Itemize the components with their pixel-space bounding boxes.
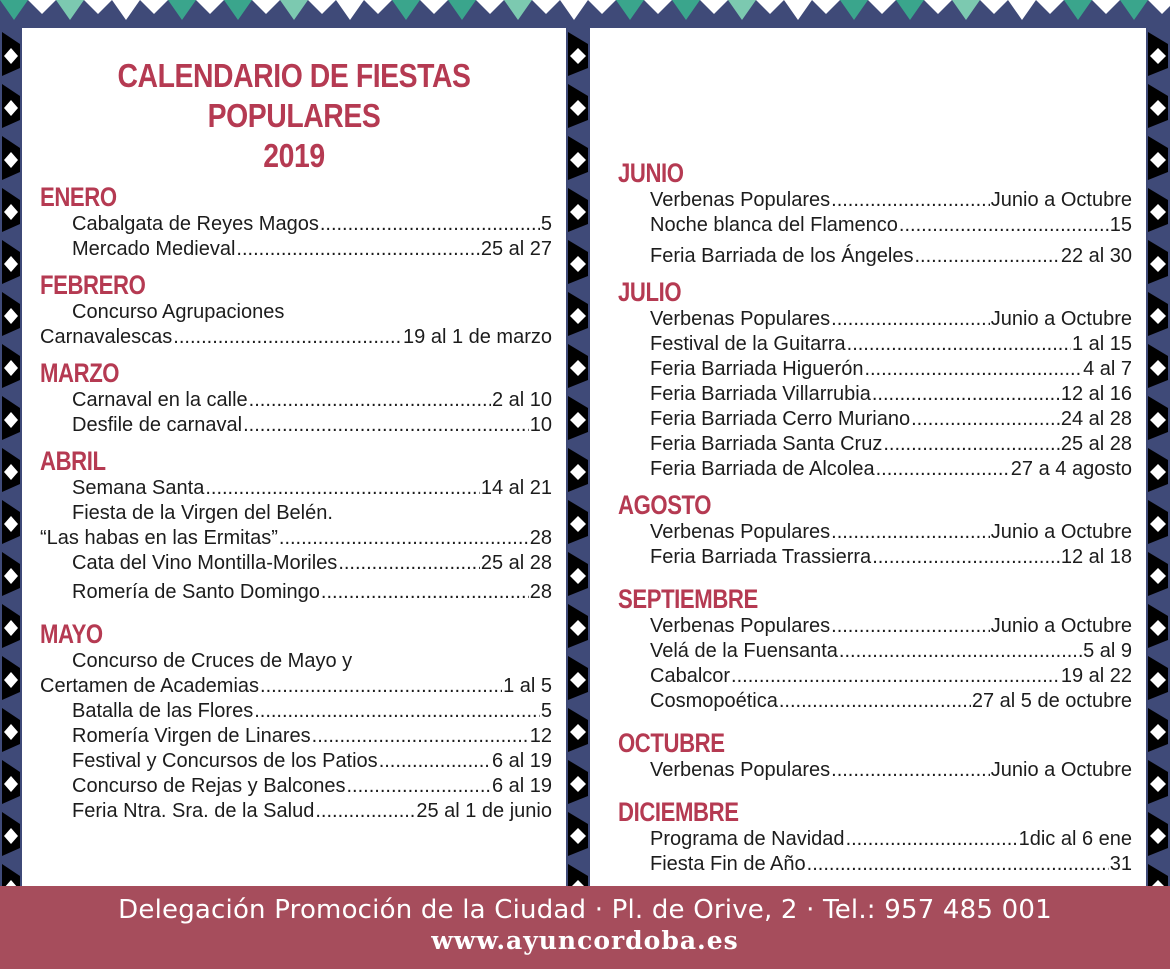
event-entry <box>40 774 552 799</box>
event-entry <box>618 520 1132 545</box>
month-heading: DICIEMBRE <box>618 797 739 827</box>
event-date: 6 al 19 <box>491 750 552 772</box>
event-name: Carnavalescas <box>40 326 173 348</box>
event-name: Feria Barriada Trassierra <box>650 546 872 568</box>
month-heading: ENERO <box>40 182 117 212</box>
event-date: 5 al 9 <box>1083 640 1132 662</box>
event-name: Concurso de Rejas y Balcones <box>72 775 346 797</box>
event-date: 25 al 1 de junio <box>416 800 552 822</box>
event-entry <box>40 388 552 413</box>
event-date: 25 al 27 <box>480 238 552 260</box>
event-name: Carnaval en la calle <box>72 389 248 411</box>
event-entry <box>40 724 552 749</box>
event-entry <box>618 407 1132 432</box>
event-entry <box>618 382 1132 407</box>
event-date: Junio a Octubre <box>990 615 1132 637</box>
event-name-line: Concurso de Cruces de Mayo y <box>72 650 353 672</box>
event-name: Feria Barriada Cerro Muriano <box>650 408 911 430</box>
event-entry <box>618 244 1132 269</box>
event-entry <box>40 580 552 605</box>
event-entry <box>618 432 1132 457</box>
event-entry <box>40 799 552 824</box>
title-line-1: CALENDARIO DE FIESTAS POPULARES <box>117 57 471 134</box>
event-date: 4 al 7 <box>1083 358 1132 380</box>
event-name: Feria Barriada de los Ángeles <box>650 245 914 267</box>
event-entry <box>618 852 1132 877</box>
event-name: Programa de Navidad <box>650 828 845 850</box>
event-name: Feria Barriada Santa Cruz <box>650 433 883 455</box>
event-entry <box>618 332 1132 357</box>
month-section-enero <box>40 182 552 262</box>
event-date: 2 al 10 <box>491 389 552 411</box>
event-name: Velá de la Fuensanta <box>650 640 838 662</box>
event-entry <box>618 213 1132 238</box>
event-date: 5 <box>540 700 552 722</box>
event-date: Junio a Octubre <box>990 759 1132 781</box>
event-entry <box>618 614 1132 639</box>
event-name: Verbenas Populares <box>650 189 831 211</box>
event-entry <box>618 545 1132 570</box>
month-heading: FEBRERO <box>40 270 146 300</box>
right-panel <box>590 28 1146 886</box>
event-name: Romería Virgen de Linares <box>72 725 311 747</box>
event-date: 25 al 28 <box>1060 433 1132 455</box>
month-heading: JUNIO <box>618 158 684 188</box>
event-entry <box>618 827 1132 852</box>
event-date: 1dic al 6 ene <box>1018 828 1132 850</box>
event-name: Verbenas Populares <box>650 308 831 330</box>
event-entry <box>618 689 1132 714</box>
document-title <box>60 56 528 176</box>
event-name: Cabalcor <box>650 665 731 687</box>
event-date: Junio a Octubre <box>990 521 1132 543</box>
event-date: 19 al 1 de marzo <box>403 326 552 348</box>
event-name: Verbenas Populares <box>650 521 831 543</box>
event-name: Batalla de las Flores <box>72 700 254 722</box>
event-date: 28 <box>529 527 552 549</box>
footer-website: www.ayuncordoba.es <box>431 926 739 955</box>
event-name: “Las habas en las Ermitas” <box>40 527 278 549</box>
left-panel <box>22 28 566 886</box>
event-date: 31 <box>1109 853 1132 875</box>
event-date: 15 <box>1109 214 1132 236</box>
event-entry <box>40 749 552 774</box>
event-name: Romería de Santo Domingo <box>72 581 320 603</box>
event-name: Verbenas Populares <box>650 615 831 637</box>
footer-bar <box>0 886 1170 969</box>
month-heading: AGOSTO <box>618 490 712 520</box>
event-name-line: Concurso Agrupaciones <box>72 301 285 323</box>
event-entry <box>40 526 552 551</box>
month-section-septiembre <box>618 584 1132 714</box>
month-heading: JULIO <box>618 277 682 307</box>
month-section-junio <box>618 158 1132 269</box>
right-column <box>618 150 1132 877</box>
event-entry <box>40 212 552 237</box>
month-heading: MAYO <box>40 619 103 649</box>
event-name: Verbenas Populares <box>650 759 831 781</box>
event-name: Certamen de Academias <box>40 675 260 697</box>
event-date: 5 <box>540 213 552 235</box>
event-name: Festival de la Guitarra <box>650 333 846 355</box>
event-date: 14 al 21 <box>480 477 552 499</box>
month-section-octubre <box>618 728 1132 783</box>
month-section-marzo <box>40 358 552 438</box>
month-section-agosto <box>618 490 1132 570</box>
event-entry <box>618 188 1132 213</box>
month-heading: OCTUBRE <box>618 728 725 758</box>
event-date: 12 al 18 <box>1060 546 1132 568</box>
month-section-julio <box>618 277 1132 482</box>
event-date: 10 <box>529 414 552 436</box>
event-name: Desfile de carnaval <box>72 414 243 436</box>
event-date: 27 al 5 de octubre <box>971 690 1132 712</box>
event-entry <box>40 237 552 262</box>
month-section-abril <box>40 446 552 605</box>
title-line-2: 2019 <box>263 137 325 174</box>
event-date: 6 al 19 <box>491 775 552 797</box>
event-date: Junio a Octubre <box>990 189 1132 211</box>
event-name: Feria Ntra. Sra. de la Salud <box>72 800 315 822</box>
event-date: 1 al 5 <box>503 675 552 697</box>
month-heading: SEPTIEMBRE <box>618 584 758 614</box>
footer-contact: Delegación Promoción de la Ciudad · Pl. de Orive, 2 · Tel.: 957 485 001 <box>118 895 1052 925</box>
event-entry <box>618 639 1132 664</box>
event-name: Mercado Medieval <box>72 238 236 260</box>
event-name: Feria Barriada Villarrubia <box>650 383 871 405</box>
event-entry <box>618 758 1132 783</box>
month-section-febrero <box>40 270 552 350</box>
event-name: Cata del Vino Montilla-Moriles <box>72 552 338 574</box>
event-entry <box>40 674 552 699</box>
left-column <box>40 174 552 824</box>
event-name: Fiesta Fin de Año <box>650 853 806 875</box>
event-entry <box>40 699 552 724</box>
event-name: Cosmopoética <box>650 690 778 712</box>
event-name: Feria Barriada Higuerón <box>650 358 864 380</box>
event-name: Noche blanca del Flamenco <box>650 214 898 236</box>
month-heading: MARZO <box>40 358 120 388</box>
event-entry <box>618 664 1132 689</box>
event-name-line: Fiesta de la Virgen del Belén. <box>72 502 333 524</box>
event-entry <box>40 413 552 438</box>
event-date: 27 a 4 agosto <box>1010 458 1132 480</box>
event-entry <box>618 307 1132 332</box>
event-date: 1 al 15 <box>1071 333 1132 355</box>
event-date: 22 al 30 <box>1060 245 1132 267</box>
event-entry <box>618 457 1132 482</box>
month-heading: ABRIL <box>40 446 106 476</box>
event-name: Semana Santa <box>72 477 205 499</box>
event-entry <box>40 551 552 576</box>
month-section-diciembre <box>618 797 1132 877</box>
event-entry <box>40 325 552 350</box>
event-name: Cabalgata de Reyes Magos <box>72 213 319 235</box>
event-date: 24 al 28 <box>1060 408 1132 430</box>
event-date: 28 <box>529 581 552 603</box>
event-name: Festival y Concursos de los Patios <box>72 750 378 772</box>
event-date: Junio a Octubre <box>990 308 1132 330</box>
event-entry <box>40 476 552 501</box>
event-entry <box>618 357 1132 382</box>
event-date: 19 al 22 <box>1060 665 1132 687</box>
event-date: 12 <box>529 725 552 747</box>
event-date: 12 al 16 <box>1060 383 1132 405</box>
month-section-mayo <box>40 619 552 824</box>
event-date: 25 al 28 <box>480 552 552 574</box>
event-name: Feria Barriada de Alcolea <box>650 458 875 480</box>
